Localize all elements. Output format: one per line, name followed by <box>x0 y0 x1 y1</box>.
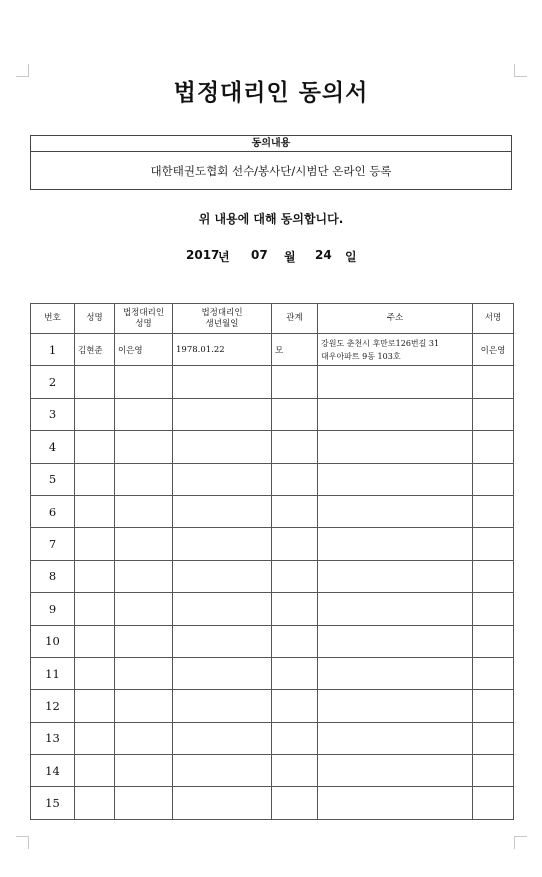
cell-no: 1 <box>31 334 75 366</box>
guardian-table <box>30 303 514 820</box>
table-row <box>31 366 514 398</box>
address-line-2: 대우아파트 9동 103호 <box>321 351 401 361</box>
cell-no: 12 <box>31 690 75 722</box>
cell-signature <box>473 463 514 495</box>
cell-address <box>318 593 473 625</box>
cell-guardian-name <box>115 528 173 560</box>
cell-name <box>75 657 115 689</box>
header-no: 번호 <box>31 304 75 334</box>
header-signature: 서명 <box>473 304 514 334</box>
cell-signature <box>473 787 514 819</box>
cell-guardian-birth <box>173 463 272 495</box>
cell-name <box>75 495 115 527</box>
cell-guardian-birth: 1978.01.22 <box>173 334 272 366</box>
cell-guardian-birth <box>173 495 272 527</box>
cell-relation <box>272 431 318 463</box>
cell-address <box>318 690 473 722</box>
cell-signature <box>473 495 514 527</box>
cell-guardian-name <box>115 495 173 527</box>
cell-guardian-birth <box>173 560 272 592</box>
cell-relation <box>272 593 318 625</box>
table-row <box>31 560 514 592</box>
cell-guardian-birth <box>173 431 272 463</box>
cell-relation <box>272 528 318 560</box>
cell-relation <box>272 722 318 754</box>
consent-box <box>30 135 512 190</box>
crop-mark-bottom-right <box>514 836 527 849</box>
cell-no: 9 <box>31 593 75 625</box>
crop-mark-bottom-left <box>16 836 29 849</box>
table-row <box>31 625 514 657</box>
cell-address <box>318 495 473 527</box>
cell-signature <box>473 431 514 463</box>
address-line-1: 강원도 춘천시 후만로126번길 31 <box>321 338 440 348</box>
cell-relation <box>272 366 318 398</box>
cell-guardian-birth <box>173 366 272 398</box>
table-row <box>31 657 514 689</box>
cell-signature <box>473 625 514 657</box>
cell-signature <box>473 690 514 722</box>
cell-no: 4 <box>31 431 75 463</box>
cell-signature <box>473 366 514 398</box>
cell-signature <box>473 722 514 754</box>
cell-no: 3 <box>31 398 75 430</box>
cell-relation <box>272 787 318 819</box>
table-row <box>31 690 514 722</box>
cell-address <box>318 787 473 819</box>
cell-no: 11 <box>31 657 75 689</box>
cell-relation <box>272 690 318 722</box>
cell-relation <box>272 560 318 592</box>
cell-relation <box>272 463 318 495</box>
cell-guardian-name: 이은영 <box>115 334 173 366</box>
cell-guardian-birth <box>173 722 272 754</box>
table-row <box>31 431 514 463</box>
cell-name <box>75 463 115 495</box>
table-row <box>31 398 514 430</box>
cell-name <box>75 755 115 787</box>
cell-address <box>318 528 473 560</box>
cell-no: 13 <box>31 722 75 754</box>
cell-relation: 모 <box>272 334 318 366</box>
cell-no: 8 <box>31 560 75 592</box>
cell-signature <box>473 560 514 592</box>
cell-address <box>318 657 473 689</box>
cell-address <box>318 334 473 366</box>
cell-guardian-birth <box>173 398 272 430</box>
document-title: 법정대리인 동의서 <box>173 80 369 106</box>
cell-name <box>75 690 115 722</box>
cell-signature <box>473 398 514 430</box>
table-row <box>31 755 514 787</box>
cell-name <box>75 528 115 560</box>
cell-relation <box>272 495 318 527</box>
cell-no: 14 <box>31 755 75 787</box>
consent-content: 대한태권도협회 선수/봉사단/시범단 온라인 등록 <box>150 164 392 178</box>
cell-no: 15 <box>31 787 75 819</box>
table-row <box>31 787 514 819</box>
cell-signature <box>473 593 514 625</box>
table-row <box>31 463 514 495</box>
cell-name <box>75 787 115 819</box>
cell-name <box>75 398 115 430</box>
table-row <box>31 593 514 625</box>
cell-guardian-birth <box>173 690 272 722</box>
cell-guardian-name <box>115 722 173 754</box>
cell-name: 김현준 <box>75 334 115 366</box>
cell-guardian-name <box>115 755 173 787</box>
date-month-label: 월 <box>284 250 296 264</box>
header-address: 주소 <box>318 304 473 334</box>
table-row <box>31 334 514 366</box>
cell-guardian-birth <box>173 755 272 787</box>
cell-address <box>318 431 473 463</box>
date-day-label: 일 <box>345 250 357 264</box>
table-row <box>31 528 514 560</box>
cell-guardian-birth <box>173 593 272 625</box>
cell-guardian-name <box>115 593 173 625</box>
consent-header: 동의내용 <box>31 136 511 152</box>
cell-address <box>318 755 473 787</box>
date-year: 2017 <box>186 248 220 262</box>
cell-guardian-name <box>115 625 173 657</box>
cell-guardian-birth <box>173 657 272 689</box>
cell-no: 5 <box>31 463 75 495</box>
cell-guardian-birth <box>173 528 272 560</box>
header-name: 성명 <box>75 304 115 334</box>
cell-signature <box>473 657 514 689</box>
cell-guardian-name <box>115 398 173 430</box>
cell-name <box>75 560 115 592</box>
cell-guardian-name <box>115 366 173 398</box>
cell-no: 10 <box>31 625 75 657</box>
date-year-label: 년 <box>218 250 230 264</box>
date-day: 24 <box>315 248 332 262</box>
cell-name <box>75 593 115 625</box>
cell-address <box>318 722 473 754</box>
cell-name <box>75 625 115 657</box>
cell-no: 6 <box>31 495 75 527</box>
cell-no: 7 <box>31 528 75 560</box>
cell-name <box>75 722 115 754</box>
cell-guardian-name <box>115 463 173 495</box>
cell-address <box>318 398 473 430</box>
cell-address <box>318 366 473 398</box>
agreement-statement: 위 내용에 대해 동의합니다. <box>198 212 344 226</box>
cell-relation <box>272 755 318 787</box>
cell-signature: 이은영 <box>473 334 514 366</box>
cell-name <box>75 366 115 398</box>
date-month: 07 <box>251 248 268 262</box>
cell-no: 2 <box>31 366 75 398</box>
cell-name <box>75 431 115 463</box>
header-relation: 관계 <box>272 304 318 334</box>
cell-guardian-birth <box>173 625 272 657</box>
cell-relation <box>272 657 318 689</box>
cell-address <box>318 560 473 592</box>
cell-relation <box>272 398 318 430</box>
table-header-row <box>31 304 514 334</box>
cell-guardian-name <box>115 690 173 722</box>
cell-relation <box>272 625 318 657</box>
cell-guardian-name <box>115 657 173 689</box>
table-row <box>31 495 514 527</box>
cell-address <box>318 463 473 495</box>
header-guardian-name: 법정대리인 성명 <box>115 304 173 334</box>
cell-guardian-name <box>115 560 173 592</box>
cell-address <box>318 625 473 657</box>
cell-signature <box>473 528 514 560</box>
cell-guardian-birth <box>173 787 272 819</box>
header-guardian-birth: 법정대리인 생년월일 <box>173 304 272 334</box>
cell-signature <box>473 755 514 787</box>
table-row <box>31 722 514 754</box>
cell-guardian-name <box>115 787 173 819</box>
cell-guardian-name <box>115 431 173 463</box>
